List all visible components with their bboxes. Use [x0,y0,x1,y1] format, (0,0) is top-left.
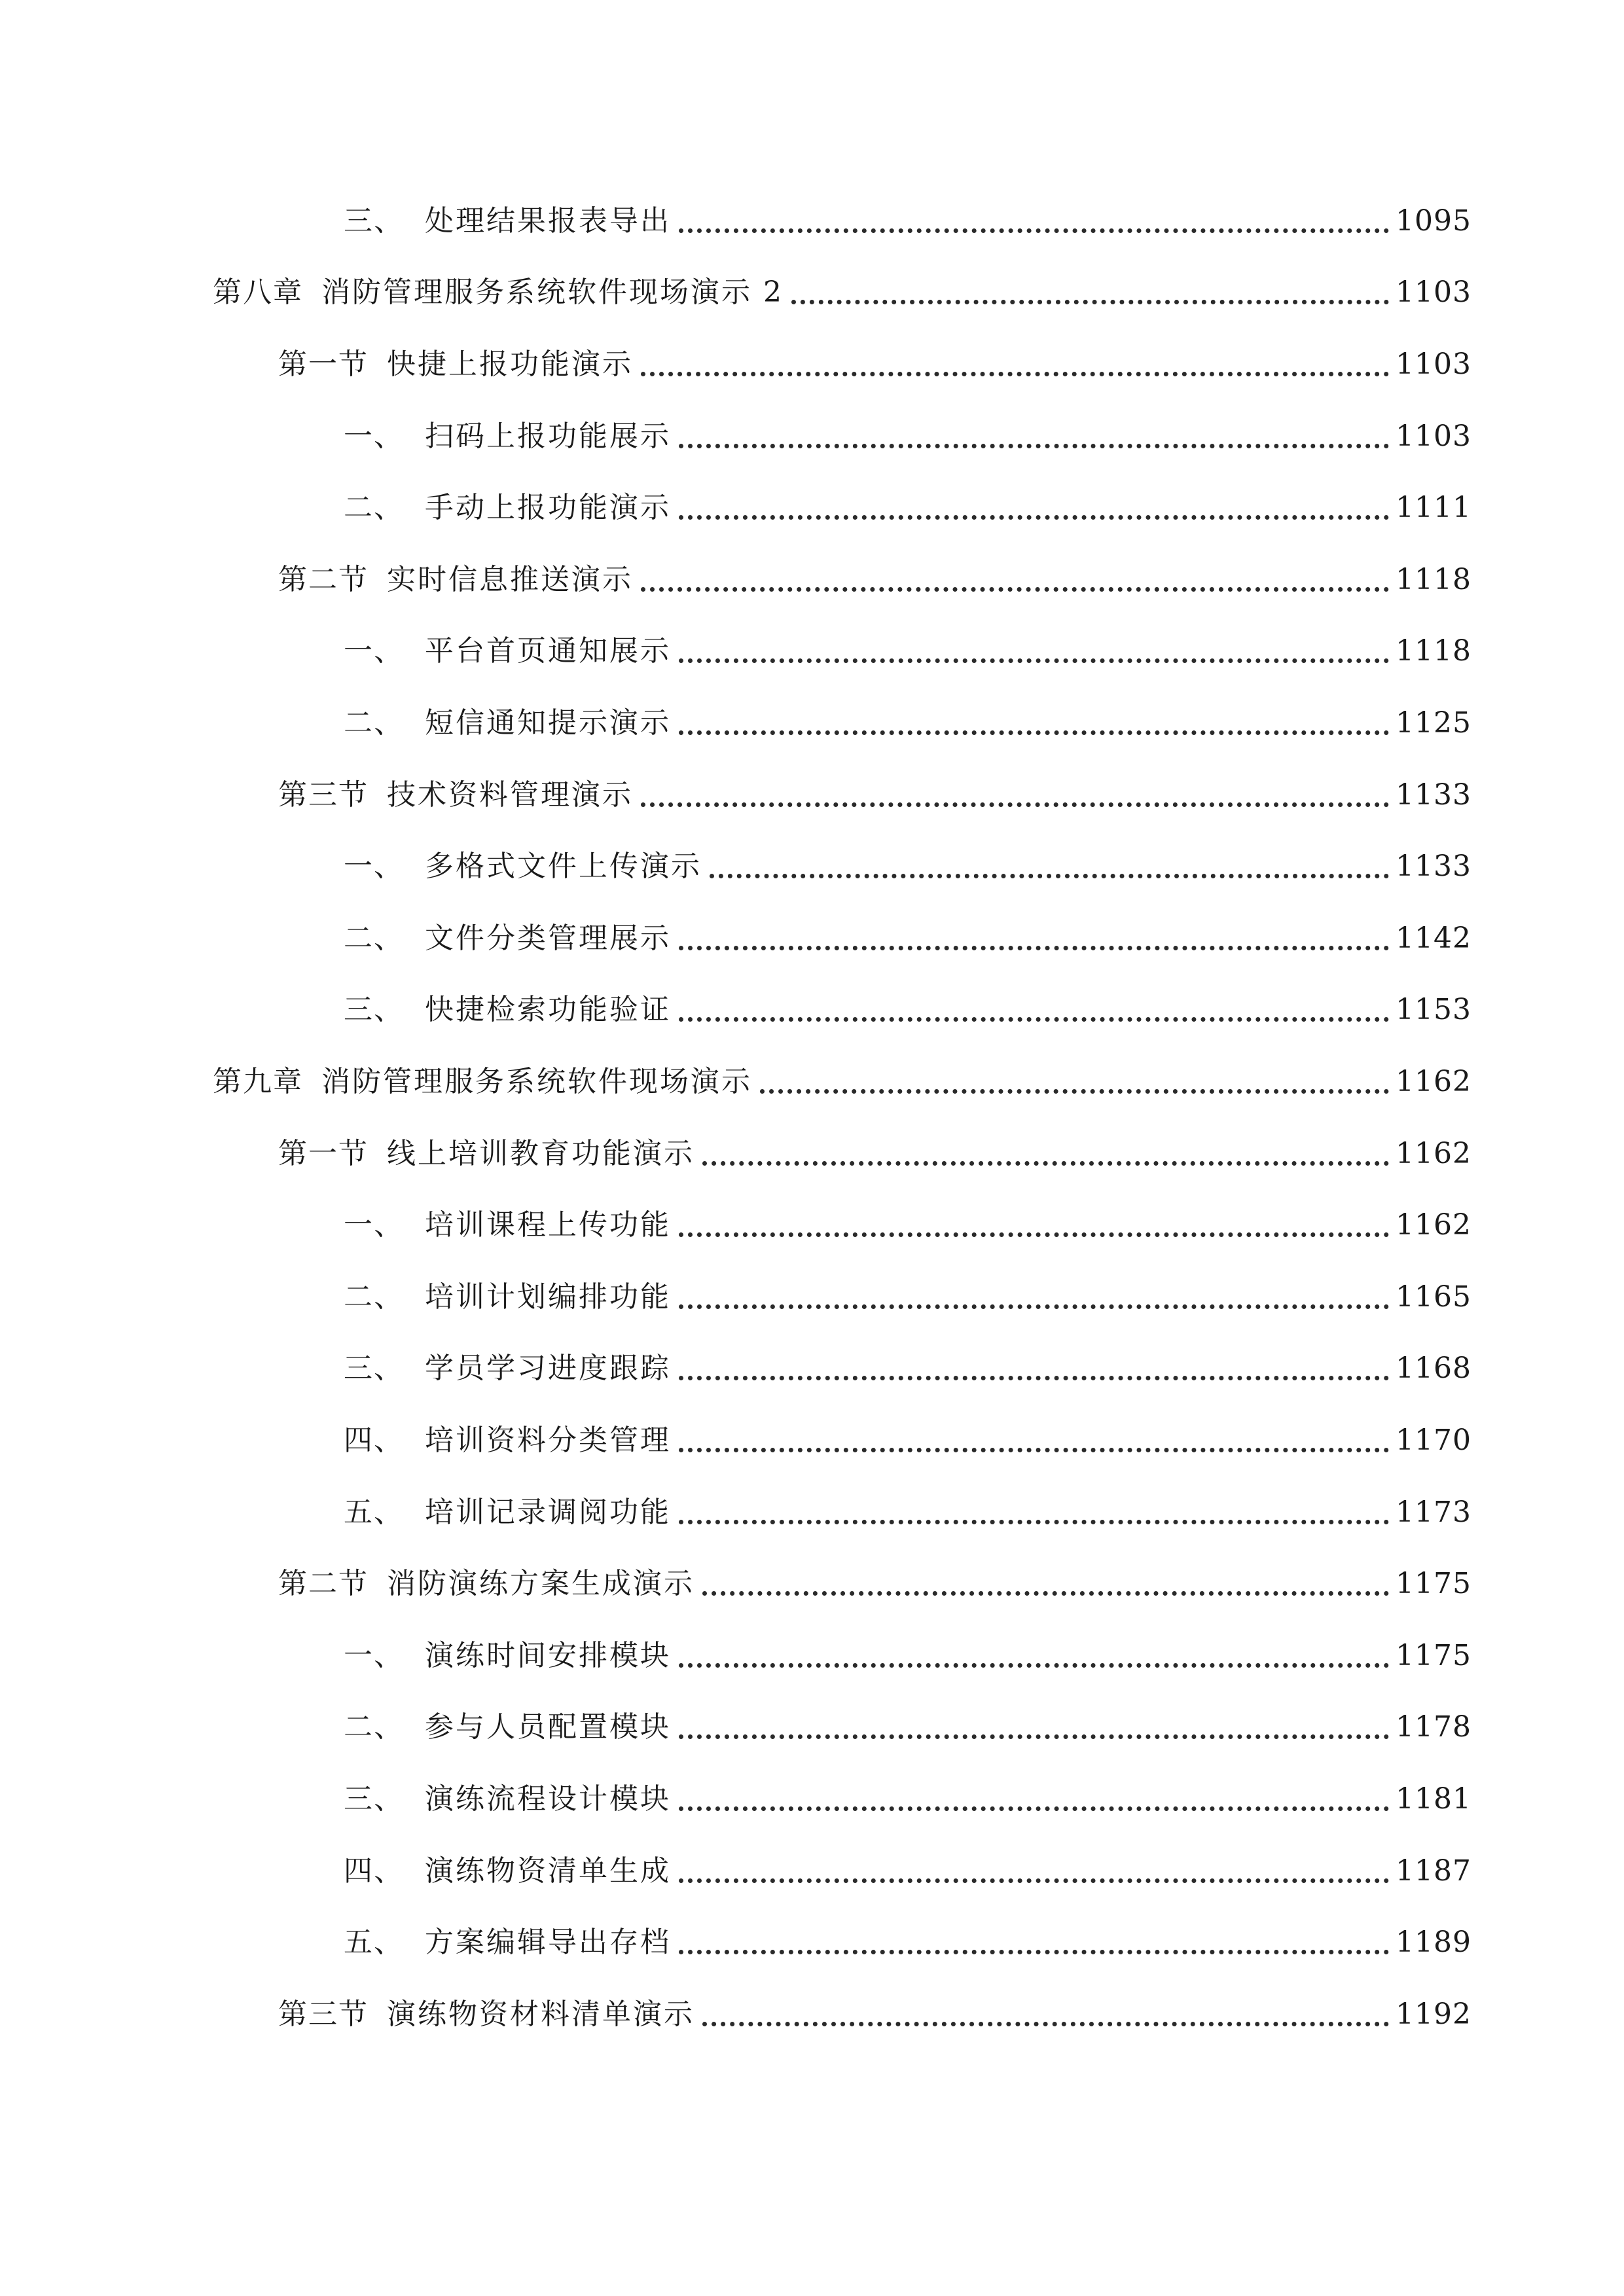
toc-entry[interactable] [278,1558,1471,1604]
toc-entry-title: 线上培训教育功能演示 [387,1137,695,1170]
toc-entry[interactable] [213,1056,1471,1102]
toc-entry-number: 二、 [344,491,404,524]
toc-entry-page: 1153 [1396,993,1471,1026]
toc-entry-number: 二、 [344,922,404,955]
dot-leader [791,284,1389,304]
toc-entry-title: 快捷检索功能验证 [425,993,671,1026]
toc-entry[interactable] [344,410,1471,456]
toc-entry[interactable] [278,1988,1471,2034]
toc-entry-title: 短信通知提示演示 [425,706,671,740]
toc-entry[interactable] [344,1271,1471,1317]
toc-entry[interactable] [213,266,1471,312]
dot-leader [702,1575,1389,1596]
toc-entry-number: 三、 [344,1782,404,1816]
toc-entry[interactable] [344,1199,1471,1245]
toc-entry-title: 平台首页通知展示 [425,634,671,668]
toc-entry[interactable] [344,1845,1471,1891]
toc-entry-page: 1111 [1396,491,1471,524]
dot-leader [679,499,1389,520]
toc-entry-page: 1118 [1396,634,1471,668]
toc-entry-page: 1168 [1396,1352,1471,1385]
toc-entry-title: 学员学习进度跟踪 [425,1352,671,1385]
toc-entry-number: 第九章 [213,1065,303,1098]
dot-leader [641,356,1389,376]
toc-entry[interactable] [344,625,1471,671]
toc-entry[interactable] [278,338,1471,384]
toc-entry-page: 1181 [1396,1782,1471,1816]
dot-leader [679,1504,1389,1524]
toc-entry-number: 一、 [344,1639,404,1672]
toc-entry-title: 培训资料分类管理 [425,1424,671,1457]
dot-leader [710,858,1389,878]
toc-entry-title: 多格式文件上传演示 [425,850,702,883]
toc-entry-number: 一、 [344,420,404,453]
toc-entry-number: 第二节 [278,1567,369,1600]
toc-entry-page: 1173 [1396,1496,1471,1529]
toc-entry-number: 四、 [344,1854,404,1888]
toc-entry-number: 第三节 [278,1998,369,2031]
dot-leader [679,1360,1389,1380]
dot-leader [702,1145,1389,1166]
toc-entry-number: 三、 [344,993,404,1026]
dot-leader [679,1647,1389,1668]
toc-entry-number: 二、 [344,1280,404,1314]
toc-entry[interactable] [344,1342,1471,1388]
dot-leader [679,1289,1389,1309]
toc-entry-title: 参与人员配置模块 [425,1710,671,1744]
toc-entry-title: 演练流程设计模块 [425,1782,671,1816]
toc-entry[interactable] [344,1414,1471,1460]
toc-entry-page: 1103 [1396,276,1471,309]
toc-entry-number: 一、 [344,1208,404,1242]
toc-entry-number: 二、 [344,706,404,740]
toc-entry-page: 1103 [1396,348,1471,381]
toc-entry-page: 1165 [1396,1280,1471,1314]
toc-entry[interactable] [344,482,1471,528]
dot-leader [679,643,1389,663]
dot-leader [702,2006,1389,2026]
toc-entry[interactable] [344,1916,1471,1962]
toc-entry-number: 一、 [344,850,404,883]
dot-leader [641,787,1389,807]
toc-entry-title: 手动上报功能演示 [425,491,671,524]
dot-leader [679,1217,1389,1237]
toc-entry-title: 实时信息推送演示 [387,563,633,596]
dot-leader [760,1073,1389,1094]
toc-entry-title: 文件分类管理展示 [425,922,671,955]
toc-entry[interactable] [278,554,1471,600]
toc-entry-number: 四、 [344,1424,404,1457]
toc-entry-title: 技术资料管理演示 [387,778,633,812]
dot-leader [679,1934,1389,1954]
toc-entry-title: 消防管理服务系统软件现场演示 2 [321,276,784,309]
toc-entry-page: 1125 [1396,706,1471,740]
toc-entry[interactable] [278,769,1471,815]
dot-leader [679,428,1389,448]
toc-entry-page: 1133 [1396,778,1471,812]
toc-entry-title: 培训课程上传功能 [425,1208,671,1242]
dot-leader [641,571,1389,592]
toc-entry[interactable] [344,1701,1471,1747]
toc-entry[interactable] [278,1128,1471,1174]
toc-entry-page: 1103 [1396,420,1471,453]
toc-entry-title: 培训记录调阅功能 [425,1496,671,1529]
dot-leader [679,1863,1389,1883]
toc-entry-title: 处理结果报表导出 [425,204,671,238]
toc-entry-number: 第二节 [278,563,369,596]
toc-entry[interactable] [344,912,1471,958]
toc-entry-title: 扫码上报功能展示 [425,420,671,453]
toc-entry-title: 消防演练方案生成演示 [387,1567,695,1600]
dot-leader [679,1432,1389,1452]
toc-entry-page: 1095 [1396,204,1471,238]
toc-entry-title: 方案编辑导出存档 [425,1926,671,1959]
toc-entry-number: 第三节 [278,778,369,812]
toc-entry-title: 消防管理服务系统软件现场演示 [321,1065,752,1098]
toc-entry-title: 演练物资材料清单演示 [387,1998,695,2031]
toc-entry[interactable] [344,840,1471,886]
toc-entry-page: 1162 [1396,1065,1471,1098]
toc-entry-page: 1162 [1396,1208,1471,1242]
dot-leader [679,715,1389,735]
toc-entry-page: 1175 [1396,1639,1471,1672]
toc-entry[interactable] [344,1773,1471,1819]
toc-entry-page: 1133 [1396,850,1471,883]
toc-entry-number: 第一节 [278,1137,369,1170]
toc-entry-number: 二、 [344,1710,404,1744]
toc-entry[interactable] [344,984,1471,1030]
toc-entry-page: 1178 [1396,1710,1471,1744]
dot-leader [679,1791,1389,1811]
dot-leader [679,930,1389,950]
toc-entry-number: 三、 [344,1352,404,1385]
toc-entry[interactable] [344,1486,1471,1532]
toc-entry-number: 五、 [344,1496,404,1529]
toc-entry-number: 第八章 [213,276,303,309]
toc-entry-page: 1187 [1396,1854,1471,1888]
toc-entry-page: 1192 [1396,1998,1471,2031]
toc-entry-page: 1142 [1396,922,1471,955]
toc-entry-title: 培训计划编排功能 [425,1280,671,1314]
toc-entry[interactable] [344,1630,1471,1676]
toc-entry-title: 演练时间安排模块 [425,1639,671,1672]
dot-leader [679,213,1389,233]
toc-entry-number: 三、 [344,204,404,238]
toc-entry-page: 1170 [1396,1424,1471,1457]
toc-entry-page: 1118 [1396,563,1471,596]
toc-entry-number: 一、 [344,634,404,668]
toc-entry-number: 第一节 [278,348,369,381]
toc-entry-title: 快捷上报功能演示 [387,348,633,381]
toc-entry-page: 1175 [1396,1567,1471,1600]
toc-entry-number: 五、 [344,1926,404,1959]
toc-entry[interactable] [344,697,1471,743]
toc-entry-page: 1162 [1396,1137,1471,1170]
dot-leader [679,1001,1389,1022]
dot-leader [679,1719,1389,1739]
toc-entry[interactable] [344,195,1471,241]
toc-entry-page: 1189 [1396,1926,1471,1959]
toc-entry-title: 演练物资清单生成 [425,1854,671,1888]
